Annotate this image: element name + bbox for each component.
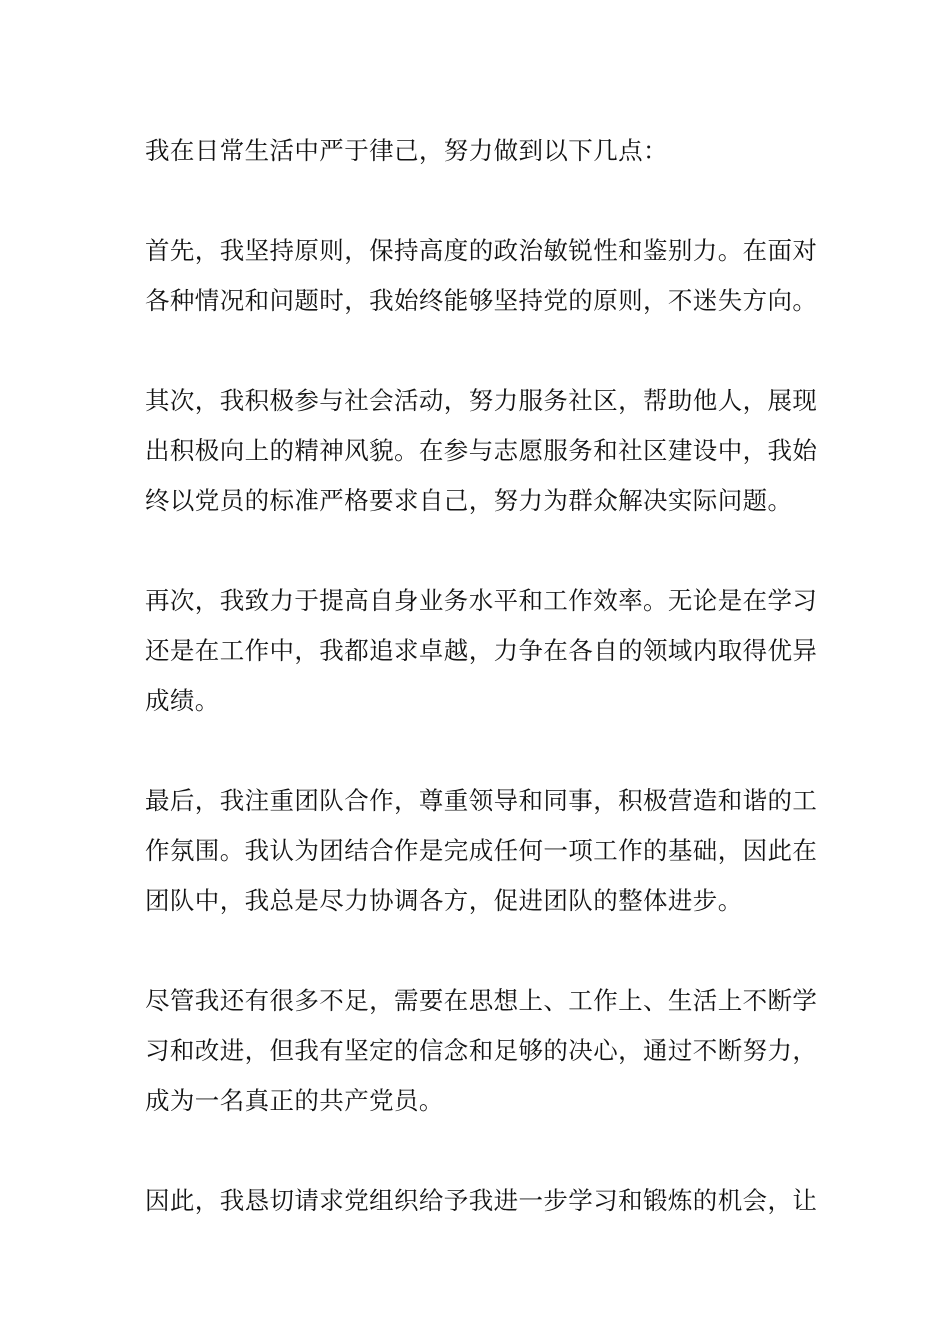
text-line: 各种情况和问题时，我始终能够坚持党的原则，不迷失方向。 — [145, 286, 818, 315]
paragraph-intro — [145, 126, 810, 176]
text-line: 成绩。 — [145, 686, 220, 715]
paragraph-third — [145, 576, 818, 726]
paragraph-last — [145, 776, 818, 926]
document-body — [145, 126, 818, 1276]
text-line: 因此，我恳切请求党组织给予我进一步学习和锻炼的机会，让 — [145, 1186, 818, 1215]
text-line: 还是在工作中，我都追求卓越，力争在各自的领域内取得优异 — [145, 636, 818, 665]
text-line: 最后，我注重团队合作，尊重领导和同事，积极营造和谐的工 — [145, 786, 818, 815]
text-line: 其次，我积极参与社会活动，努力服务社区，帮助他人，展现 — [145, 386, 818, 415]
text-line: 习和改进，但我有坚定的信念和足够的决心，通过不断努力， — [145, 1036, 818, 1065]
text-line: 我在日常生活中严于律己，努力做到以下几点： — [145, 136, 668, 165]
paragraph-second — [145, 376, 818, 526]
paragraph-request — [145, 1176, 818, 1226]
paragraph-first — [145, 226, 818, 326]
text-line: 团队中，我总是尽力协调各方，促进团队的整体进步。 — [145, 886, 743, 915]
text-line: 终以党员的标准严格要求自己，努力为群众解决实际问题。 — [145, 486, 793, 515]
text-line: 首先，我坚持原则，保持高度的政治敏锐性和鉴别力。在面对 — [145, 236, 818, 265]
text-line: 作氛围。我认为团结合作是完成任何一项工作的基础，因此在 — [145, 836, 818, 865]
paragraph-shortcomings — [145, 976, 818, 1126]
text-line: 成为一名真正的共产党员。 — [145, 1086, 444, 1115]
text-line: 尽管我还有很多不足，需要在思想上、工作上、生活上不断学 — [145, 986, 818, 1015]
text-line: 出积极向上的精神风貌。在参与志愿服务和社区建设中，我始 — [145, 436, 818, 465]
text-line: 再次，我致力于提高自身业务水平和工作效率。无论是在学习 — [145, 586, 818, 615]
